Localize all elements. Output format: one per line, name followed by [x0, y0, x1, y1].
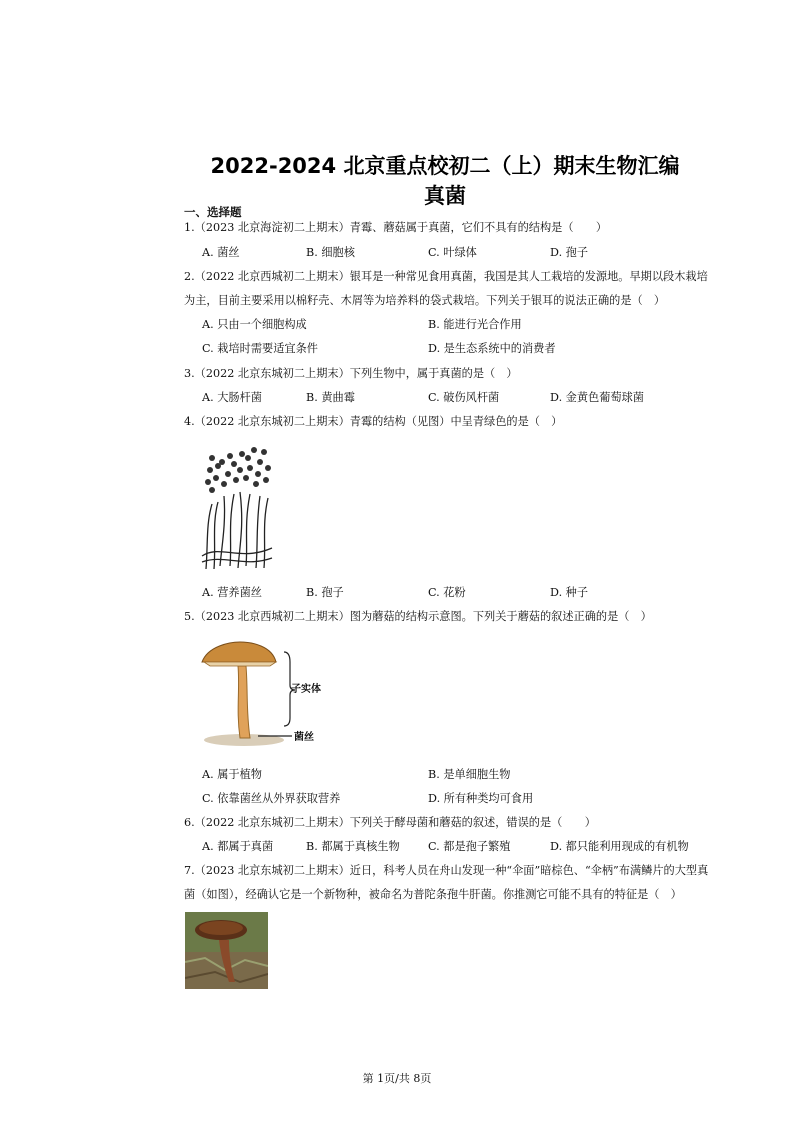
q3-option-b[interactable]: B. 黄曲霉	[306, 391, 355, 404]
fruiting-body-label: 子实体	[291, 684, 321, 695]
q2-option-a[interactable]: A. 只由一个细胞构成	[202, 318, 307, 331]
question-2-text: 2.（2022 北京西城初二上期末）银耳是一种常见食用真菌，我国是其人工栽培的发源地。早期以段木栽培	[184, 270, 708, 283]
q6-option-b[interactable]: B. 都属于真核生物	[306, 840, 400, 853]
q4-option-a[interactable]: A. 营养菌丝	[202, 586, 262, 599]
q1-option-d[interactable]: D. 孢子	[550, 246, 589, 259]
q3-option-c[interactable]: C. 破伤风杆菌	[428, 391, 500, 404]
q5-option-d[interactable]: D. 所有种类均可食用	[428, 792, 534, 805]
q3-option-a[interactable]: A. 大肠杆菌	[202, 391, 262, 404]
doc-subtitle: 真菌	[424, 184, 466, 208]
q5-option-a[interactable]: A. 属于植物	[202, 768, 262, 781]
q1-option-b[interactable]: B. 细胞核	[306, 246, 355, 259]
q5-option-c[interactable]: C. 依靠菌丝从外界获取营养	[202, 792, 341, 805]
q1-option-a[interactable]: A. 菌丝	[202, 246, 240, 259]
q6-option-c[interactable]: C. 都是孢子繁殖	[428, 840, 511, 853]
q5-option-b[interactable]: B. 是单细胞生物	[428, 768, 511, 781]
bolete-photo	[185, 912, 268, 989]
question-2-text-cont: 为主，目前主要采用以棉籽壳、木屑等为培养料的袋式栽培。下列关于银耳的说法正确的是（ ）	[184, 294, 666, 307]
question-1-text: 1.（2023 北京海淀初二上期末）青霉、蘑菇属于真菌，它们不具有的结构是（ ）	[184, 221, 608, 234]
q4-option-d[interactable]: D. 种子	[550, 586, 589, 599]
q3-option-d[interactable]: D. 金黄色葡萄球菌	[550, 391, 644, 404]
q2-option-b[interactable]: B. 能进行光合作用	[428, 318, 522, 331]
q2-option-d[interactable]: D. 是生态系统中的消费者	[428, 342, 556, 355]
q6-option-a[interactable]: A. 都属于真菌	[202, 840, 274, 853]
question-7-text-cont: 菌（如图），经确认它是一个新物种，被命名为普陀条孢牛肝菌。你推测它可能不具有的特征是（ ）	[184, 888, 682, 901]
q1-option-c[interactable]: C. 叶绿体	[428, 246, 477, 259]
question-3-text: 3.（2022 北京东城初二上期末）下列生物中，属于真菌的是（ ）	[184, 367, 518, 380]
q6-option-d[interactable]: D. 都只能利用现成的有机物	[550, 840, 689, 853]
question-4-text: 4.（2022 北京东城初二上期末）青霉的结构（见图）中呈青绿色的是（ ）	[184, 415, 563, 428]
question-5-text: 5.（2023 北京西城初二上期末）图为蘑菇的结构示意图。下列关于蘑菇的叙述正确的是（ ）	[184, 610, 652, 623]
page-footer: 第 1页/共 8页	[362, 1072, 432, 1085]
hyphae-label: 菌丝	[294, 732, 314, 743]
q2-option-c[interactable]: C. 栽培时需要适宜条件	[202, 342, 318, 355]
question-6-text: 6.（2022 北京东城初二上期末）下列关于酵母菌和蘑菇的叙述，错误的是（ ）	[184, 816, 596, 829]
q4-option-c[interactable]: C. 花粉	[428, 586, 466, 599]
q4-option-b[interactable]: B. 孢子	[306, 586, 344, 599]
penicillium-figure	[200, 444, 274, 572]
question-7-text: 7.（2023 北京东城初二上期末）近日，科考人员在舟山发现一种“伞面”暗棕色、“伞柄”布满鳞片的大型真	[184, 864, 709, 877]
section-heading: 一、选择题	[184, 205, 242, 219]
doc-title: 2022-2024 北京重点校初二（上）期末生物汇编	[210, 154, 680, 178]
